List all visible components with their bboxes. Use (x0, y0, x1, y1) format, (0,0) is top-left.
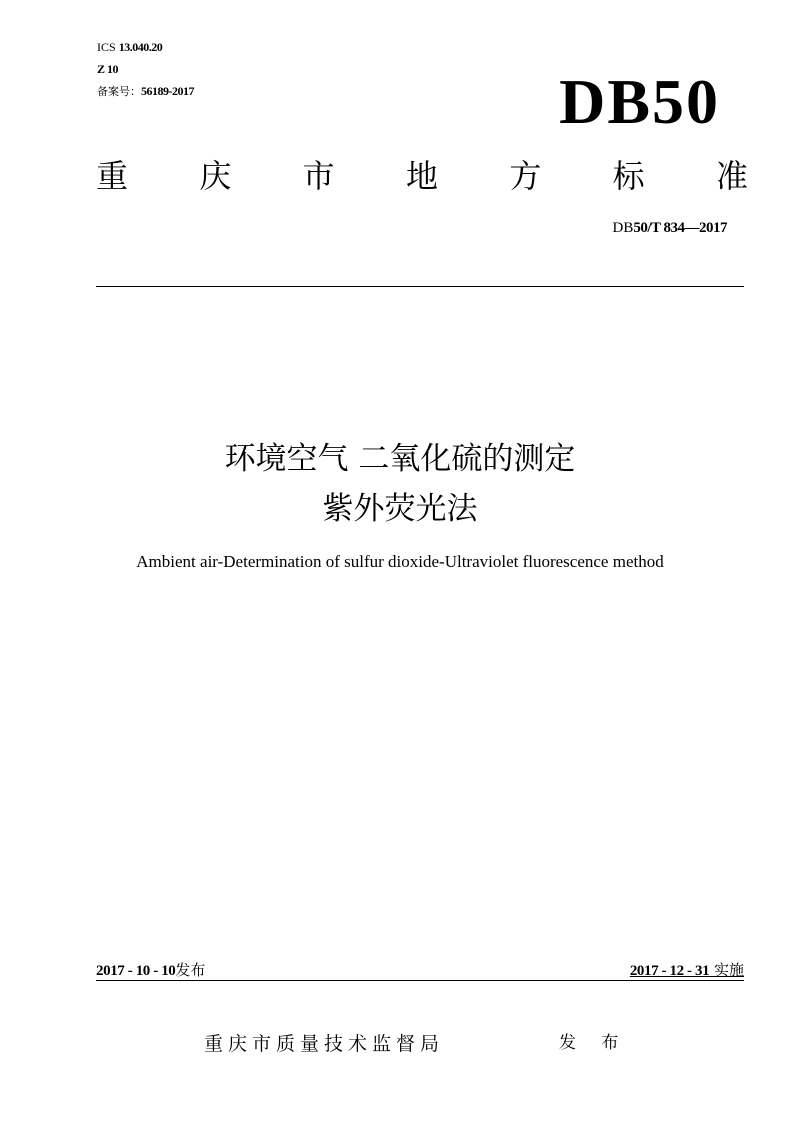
ccs-code (97, 62, 118, 76)
record-number (97, 84, 194, 99)
record-label: 备案号： (97, 85, 141, 98)
implement-date-value: 2017 - 12 - 31 (629, 963, 710, 979)
standard-number-prefix: DB (612, 220, 634, 236)
issuer-name: 重庆市质量技术监督局 (204, 1033, 445, 1055)
ics-value: 13.040.20 (118, 40, 163, 54)
title-english: Ambient air-Determination of sulfur dioxide-Ultraviolet fluorescence method (136, 552, 664, 571)
implement-date (630, 960, 744, 981)
standard-type-char: 方 (509, 157, 542, 195)
title-cn-line2: 紫外荧光法 (322, 491, 478, 527)
standard-type-char: 准 (715, 157, 748, 195)
implement-date-label: 实施 (713, 961, 744, 979)
issue-date-value: 2017 - 10 - 10 (96, 963, 176, 979)
ics-label: ICS (97, 40, 116, 54)
standard-type-char: 市 (302, 157, 335, 195)
standard-code: DB50 (559, 66, 720, 137)
issuer-label: 发 布 (559, 1033, 629, 1053)
issue-date (96, 960, 205, 981)
title-chinese (0, 434, 800, 534)
standard-type-char: 标 (612, 157, 645, 195)
issue-date-label: 发布 (175, 961, 206, 979)
record-value: 56189-2017 (141, 84, 194, 98)
standard-number (613, 218, 728, 238)
ics-code (97, 40, 162, 54)
standard-type-char: 重 (96, 157, 129, 195)
standard-type-char: 庆 (199, 157, 232, 195)
header-divider (96, 286, 744, 287)
standard-type (96, 156, 748, 196)
footer-divider (96, 980, 744, 981)
standard-number-value: 50/T 834—2017 (633, 220, 727, 236)
title-cn-line1: 环境空气 二氧化硫的测定 (224, 441, 576, 477)
standard-type-char: 地 (405, 157, 438, 195)
ccs-value: Z 10 (97, 62, 119, 76)
